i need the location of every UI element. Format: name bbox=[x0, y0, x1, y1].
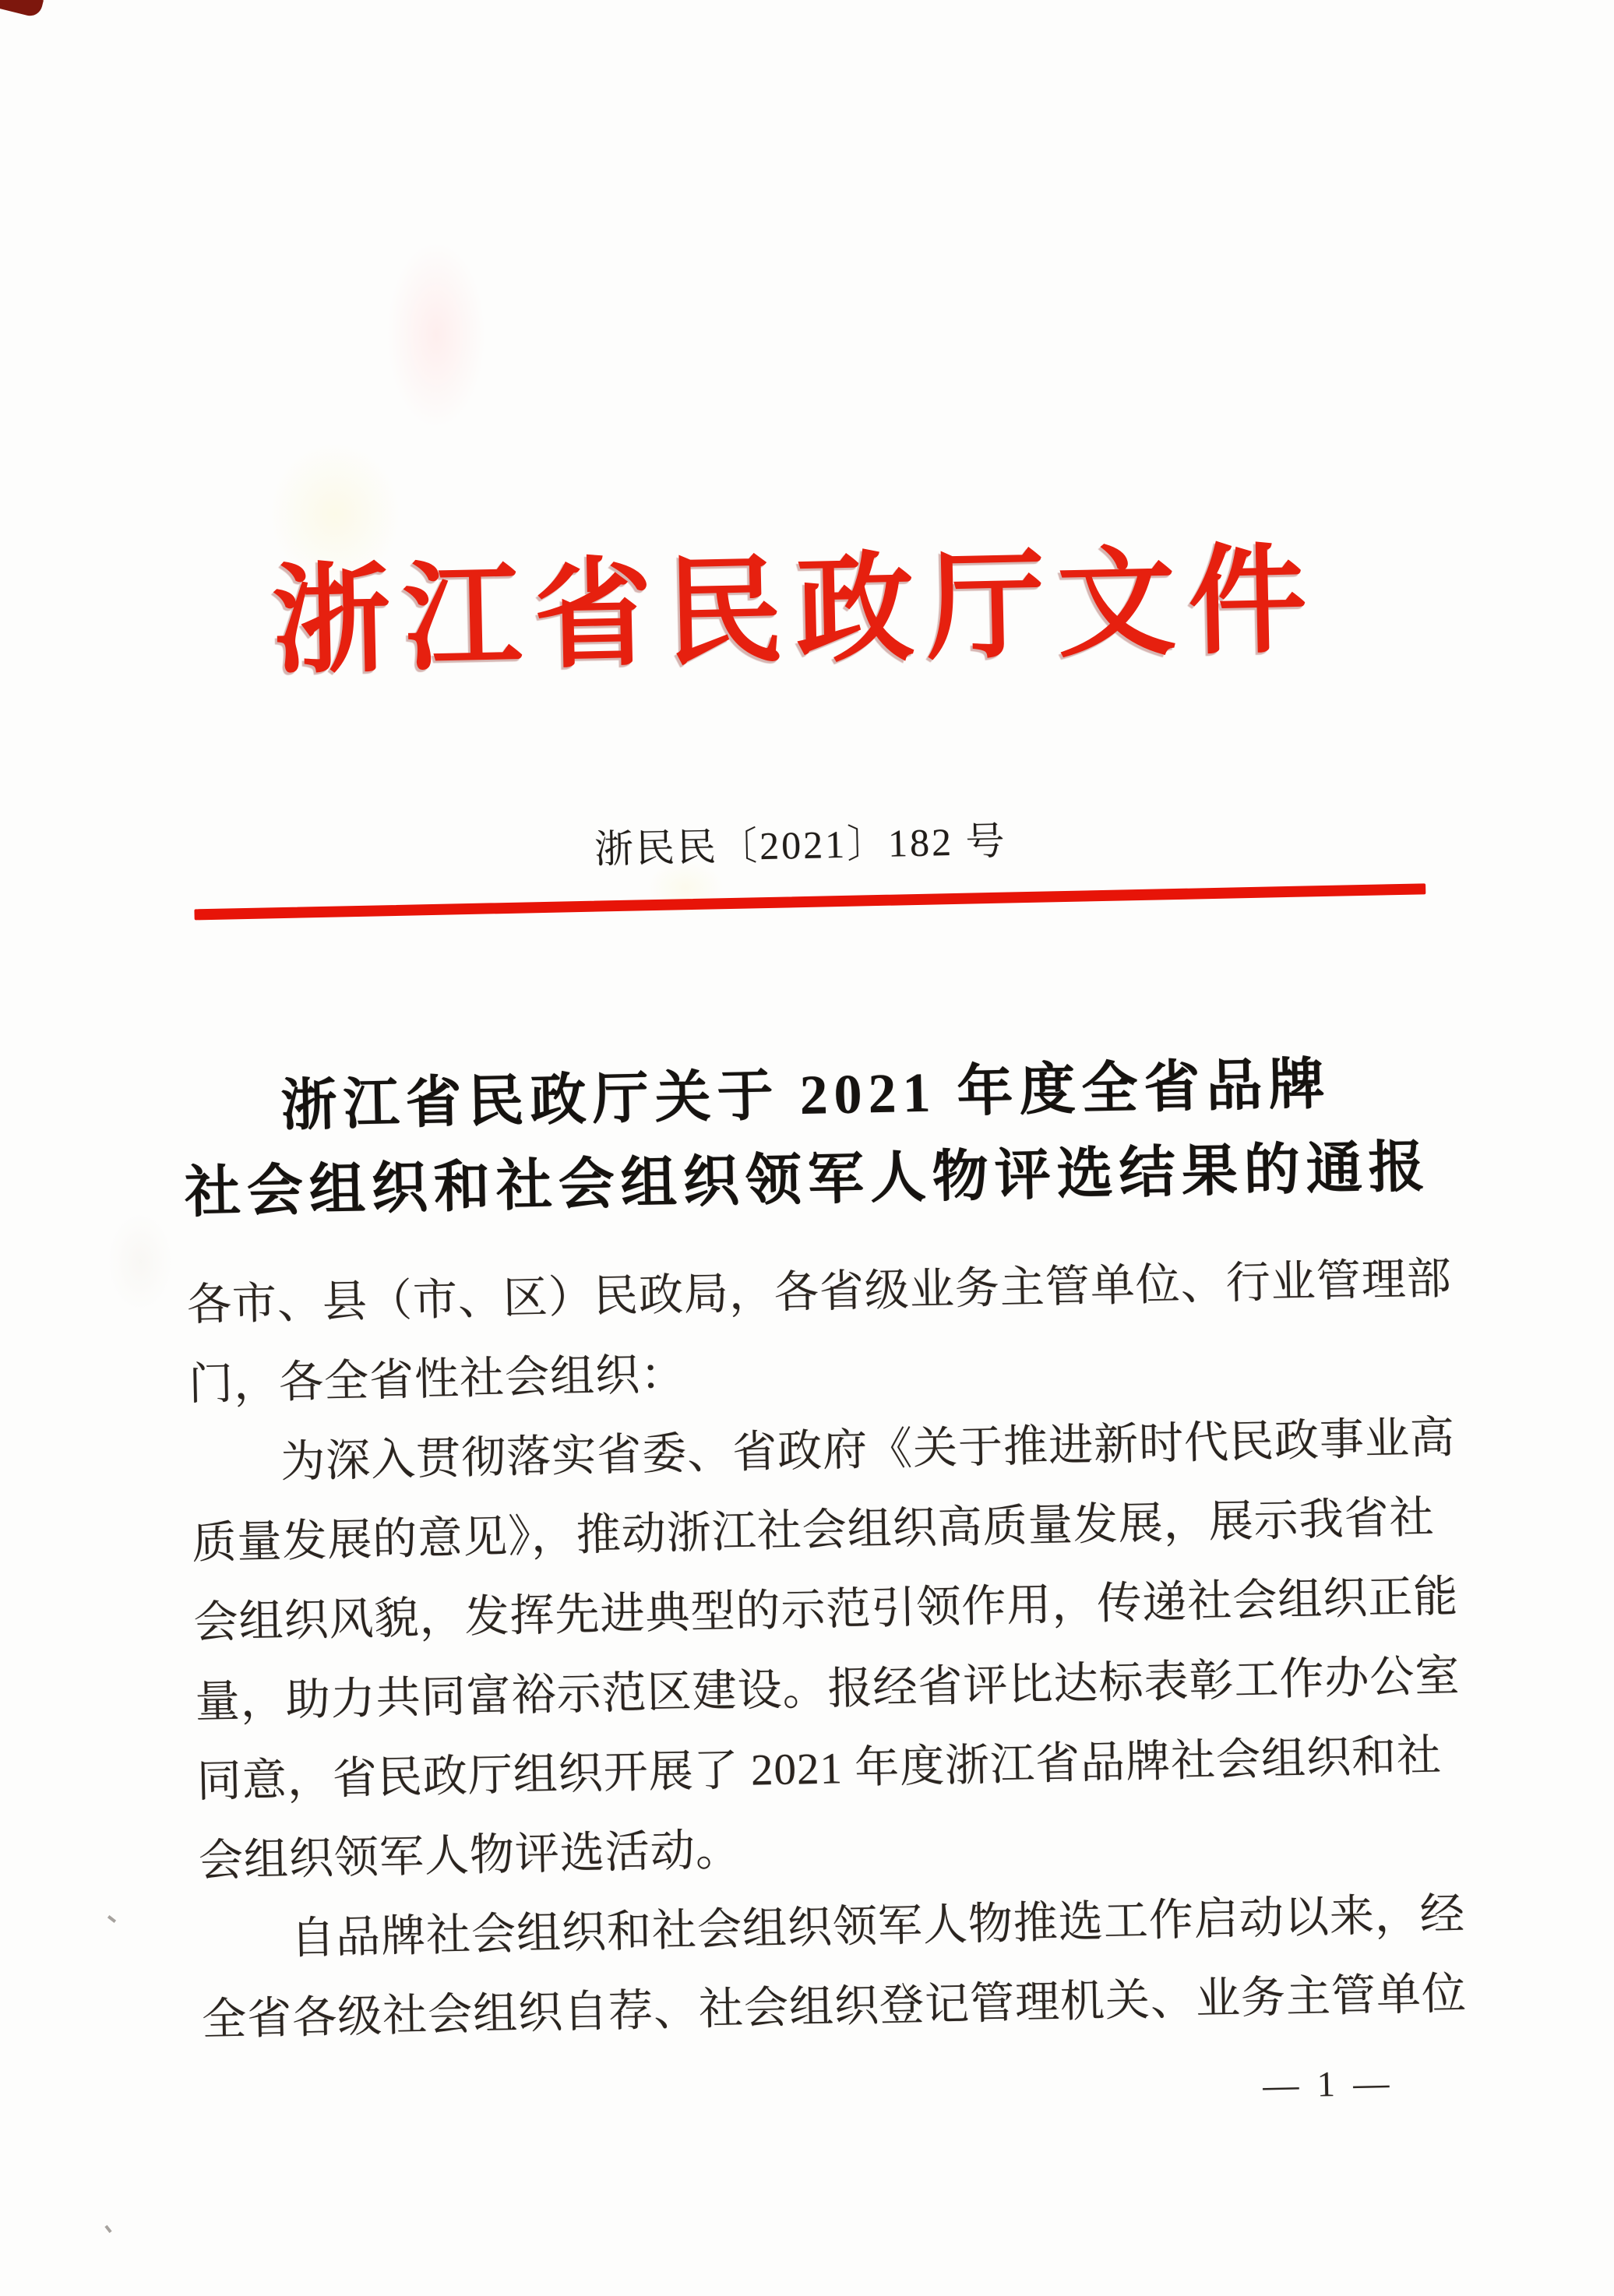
body-line: 同意，省民政厅组织开展了 2021 年度浙江省品牌社会组织和社 bbox=[196, 1731, 1443, 1807]
body-line: 自品牌社会组织和社会组织领军人物推选工作启动以来，经 bbox=[290, 1889, 1466, 1964]
body-line: 各市、县（市、区）民政局，各省级业务主管单位、行业管理部 bbox=[186, 1254, 1453, 1330]
body-line: 会组织风貌，发挥先进典型的示范引领作用，传递社会组织正能 bbox=[192, 1572, 1459, 1648]
body-line: 全省各级社会组织自荐、社会组织登记管理机关、业务主管单位 bbox=[201, 1969, 1468, 2045]
letterhead-title: 浙江省民政厅文件 bbox=[270, 535, 1321, 688]
document-title-line2: 社会组织和社会组织领军人物评选结果的通报 bbox=[184, 1136, 1432, 1224]
body-line: 量，助力共同富裕示范区建设。报经省评比达标表彰工作办公室 bbox=[195, 1651, 1461, 1727]
red-divider-rule bbox=[194, 883, 1425, 920]
page-number: — 1 — bbox=[1262, 2062, 1394, 2105]
document-title-line1: 浙江省民政厅关于 2021 年度全省品牌 bbox=[280, 1052, 1332, 1138]
body-line: 质量发展的意见》，推动浙江社会组织高质量发展，展示我省社 bbox=[191, 1493, 1436, 1569]
document-number: 浙民民〔2021〕182 号 bbox=[594, 819, 1008, 872]
body-line: 会组织领军人物评选活动。 bbox=[198, 1825, 742, 1886]
document-title bbox=[0, 1036, 1614, 1239]
document-body bbox=[186, 1239, 1480, 2060]
body-line: 门，各全省性社会组织： bbox=[188, 1350, 686, 1410]
body-line: 为深入贯彻落实省委、省政府《关于推进新时代民政事业高 bbox=[280, 1413, 1456, 1488]
